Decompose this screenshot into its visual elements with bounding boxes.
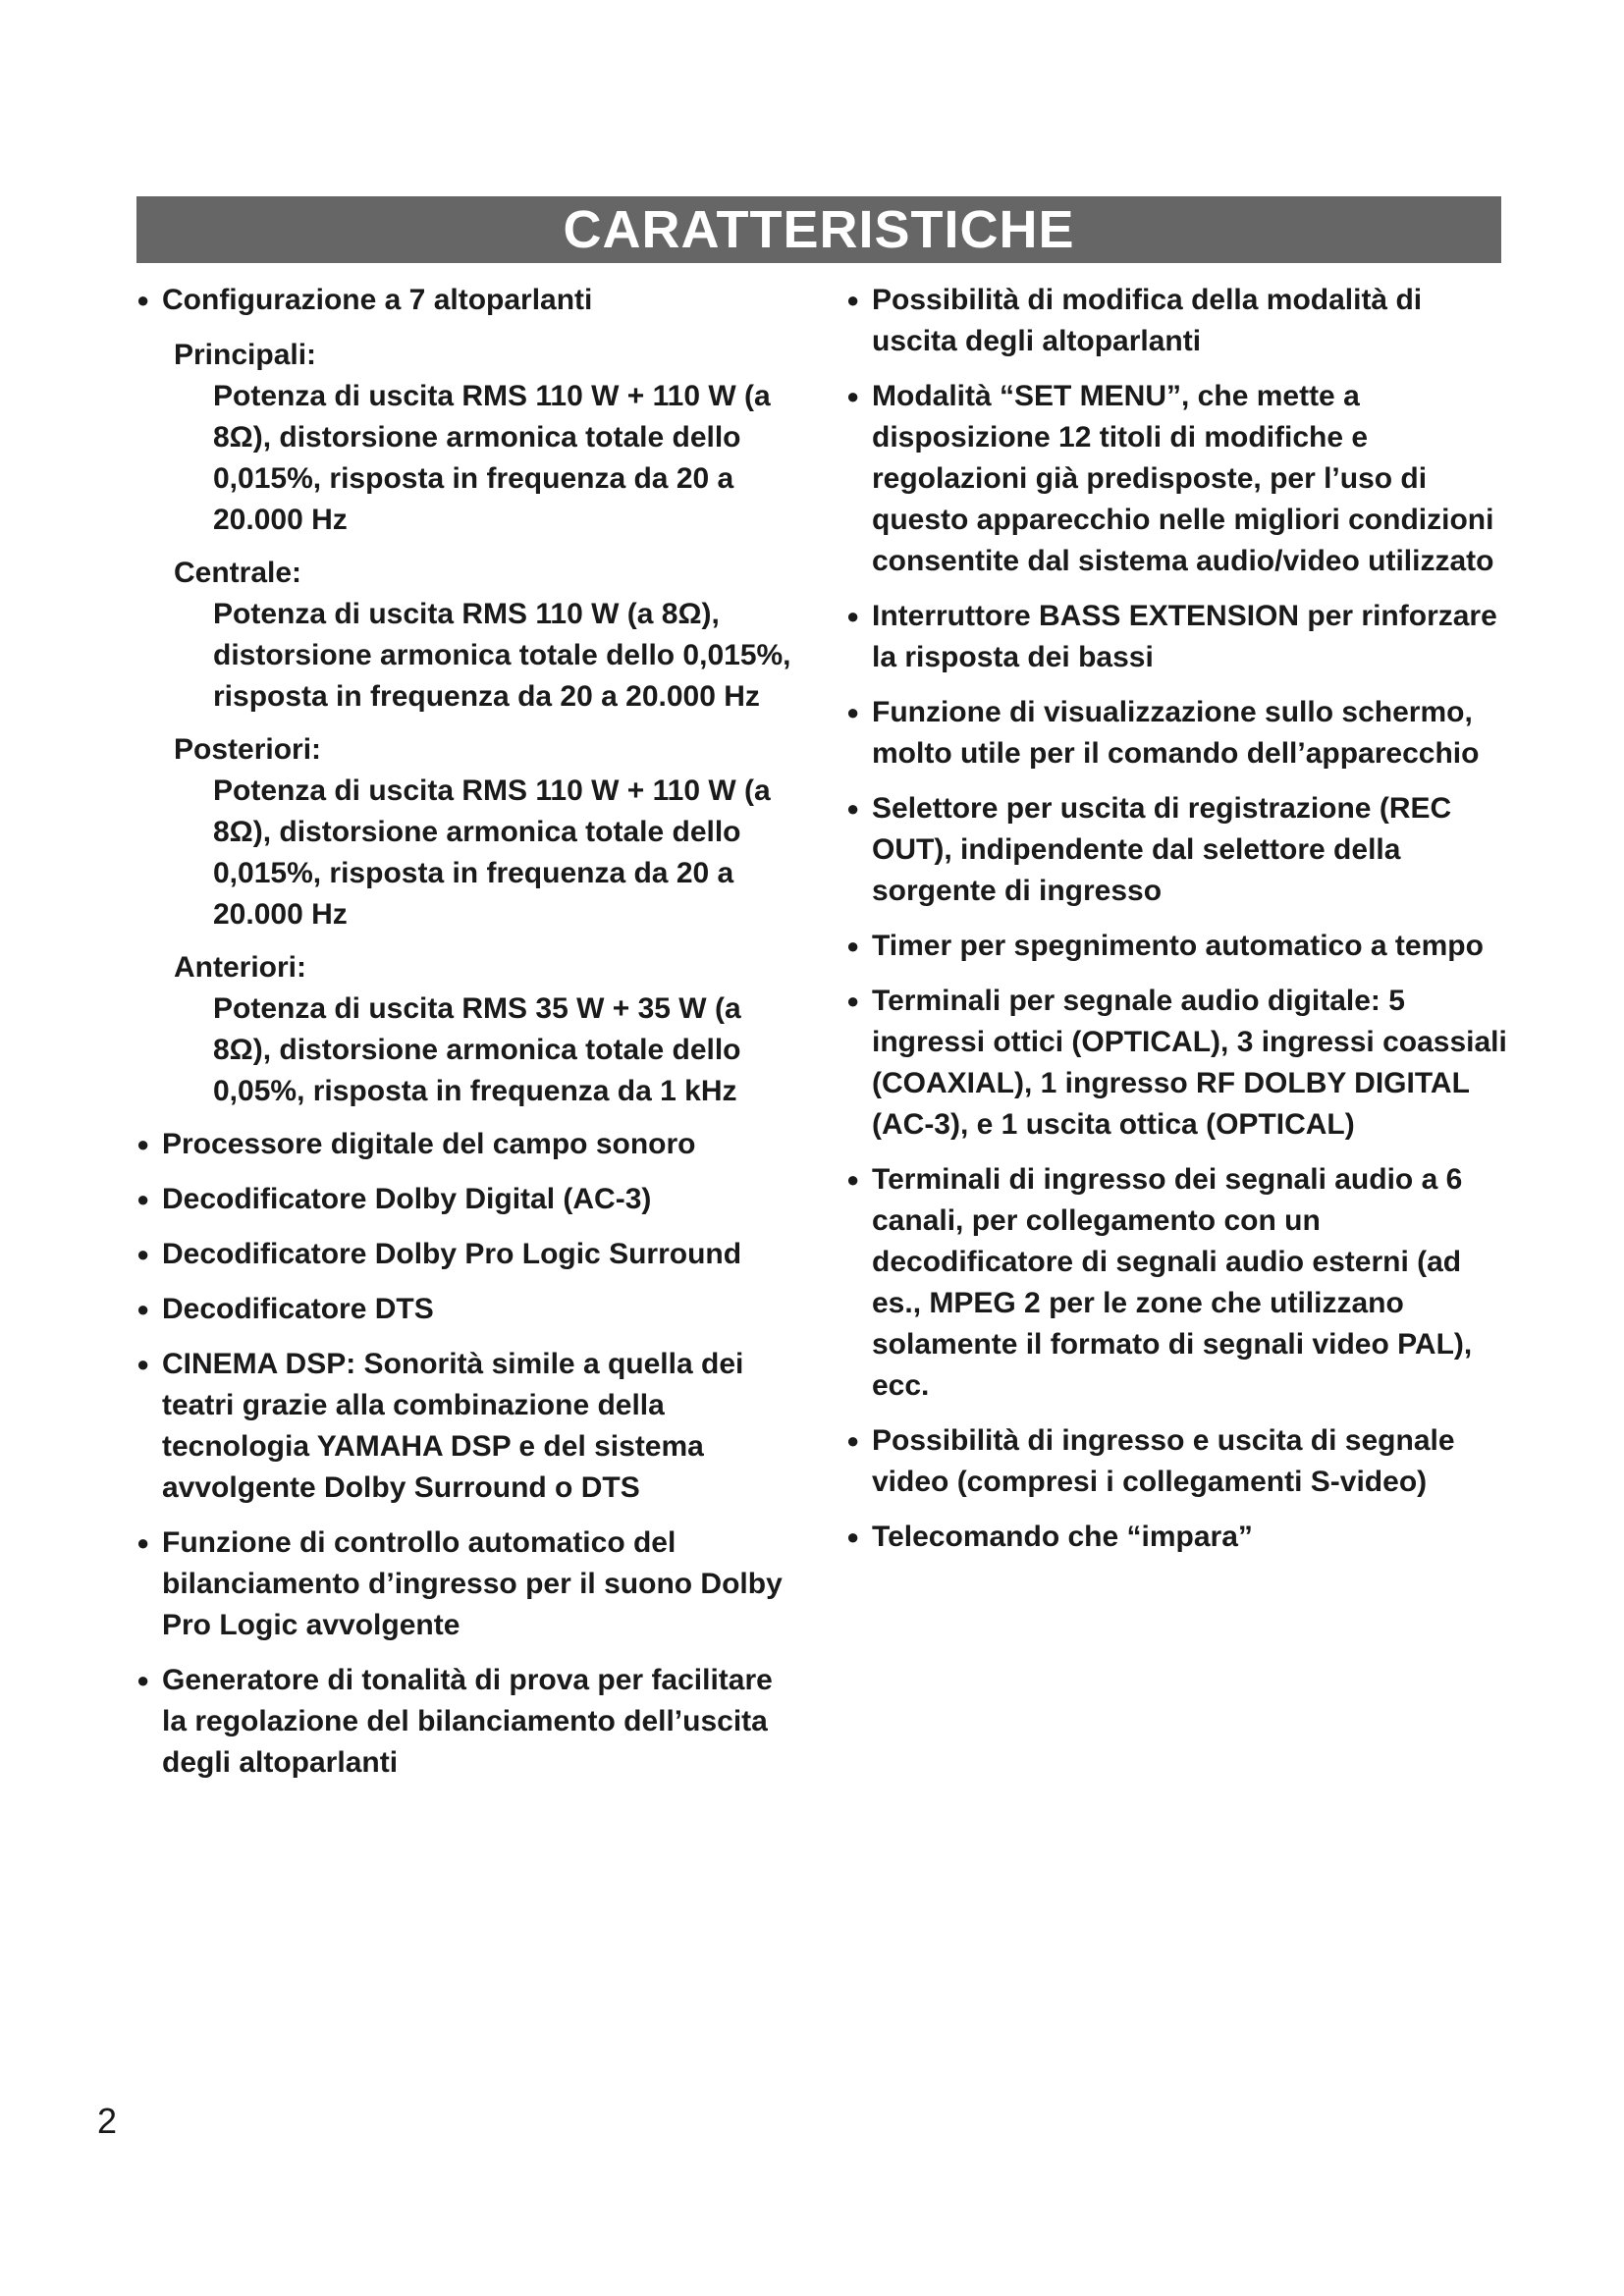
feature-text: CINEMA DSP: Sonorità simile a quella dei teatri grazie alla combinazione della tecnologia YAMAHA DSP e del sistema avvolgente Dolby Surround o DTS [162, 1348, 744, 1504]
feature-text: Processore digitale del campo sonoro [162, 1128, 696, 1160]
left-column [136, 280, 804, 1797]
feature-text: Possibilità di ingresso e uscita di segnale video (compresi i collegamenti S-video) [872, 1424, 1455, 1498]
bullet-icon: ● [136, 1242, 150, 1266]
right-column [846, 280, 1514, 1572]
feature-text: Terminali per segnale audio digitale: 5 ingressi ottici (OPTICAL), 3 ingressi coassiali (COAXIAL), 1 ingresso RF DOLBY DIGITAL (AC-3), e 1 uscita ottica (OPTICAL) [872, 985, 1507, 1141]
bullet-icon: ● [136, 1668, 150, 1692]
sub-body: Potenza di uscita RMS 110 W + 110 W (a 8Ω), distorsione armonica totale dello 0,015%, risposta in frequenza da 20 a 20.000 Hz [213, 774, 771, 931]
feature-item [846, 926, 1514, 967]
config-sub-posteriori [136, 729, 804, 935]
bullet-icon: ● [846, 988, 860, 1013]
page-number: 2 [97, 2101, 118, 2141]
config-sub-centrale [136, 553, 804, 718]
feature-text: Terminali di ingresso dei segnali audio a 6 canali, per collegamento con un decodificatore di segnali audio esterni (ad es., MPEG 2 per le zone che utilizzano solamente il formato di segnali video PAL), ecc. [872, 1163, 1473, 1402]
bullet-icon: ● [846, 384, 860, 408]
bullet-icon: ● [846, 288, 860, 312]
feature-item [846, 981, 1514, 1146]
feature-item [846, 788, 1514, 912]
feature-item [846, 596, 1514, 678]
bullet-icon: ● [136, 1297, 150, 1321]
sub-heading: Posteriori: [174, 733, 322, 766]
feature-text: Funzione di visualizzazione sullo schermo, molto utile per il comando dell’apparecchio [872, 696, 1480, 770]
feature-item [846, 692, 1514, 774]
feature-text: Generatore di tonalità di prova per facilitare la regolazione del bilanciamento dell’uscita degli altoparlanti [162, 1664, 773, 1779]
feature-text: Decodificatore DTS [162, 1293, 434, 1325]
sub-heading: Principali: [174, 339, 317, 371]
sub-heading: Centrale: [174, 557, 302, 589]
feature-item [136, 1522, 804, 1646]
feature-text: Selettore per uscita di registrazione (REC OUT), indipendente dal selettore della sorgente di ingresso [872, 792, 1452, 907]
config-sub-anteriori [136, 947, 804, 1112]
feature-item [136, 1124, 804, 1165]
bullet-icon: ● [846, 1524, 860, 1549]
bullet-icon: ● [846, 796, 860, 821]
feature-text: Configurazione a 7 altoparlanti [162, 284, 593, 316]
feature-text: Decodificatore Dolby Pro Logic Surround [162, 1238, 742, 1270]
sub-body: Potenza di uscita RMS 35 W + 35 W (a 8Ω), distorsione armonica totale dello 0,05%, risposta in frequenza da 1 kHz [213, 992, 741, 1107]
feature-item [136, 1234, 804, 1275]
feature-text: Timer per spegnimento automatico a tempo [872, 930, 1484, 962]
bullet-icon: ● [136, 288, 150, 312]
feature-item [846, 280, 1514, 362]
bullet-icon: ● [846, 1428, 860, 1453]
bullet-icon: ● [846, 604, 860, 628]
sub-body: Potenza di uscita RMS 110 W (a 8Ω), distorsione armonica totale dello 0,015%, risposta in frequenza da 20 a 20.000 Hz [213, 598, 791, 713]
bullet-icon: ● [846, 934, 860, 958]
feature-text: Funzione di controllo automatico del bilanciamento d’ingresso per il suono Dolby Pro Logic avvolgente [162, 1526, 783, 1641]
feature-text: Interruttore BASS EXTENSION per rinforzare la risposta dei bassi [872, 600, 1497, 673]
feature-item [846, 1420, 1514, 1503]
feature-item [136, 1179, 804, 1220]
feature-item [136, 1344, 804, 1509]
feature-item [846, 1517, 1514, 1558]
bullet-icon: ● [846, 700, 860, 724]
feature-text: Telecomando che “impara” [872, 1521, 1253, 1553]
config-sub-principali [136, 335, 804, 541]
feature-item [136, 1289, 804, 1330]
feature-item [846, 376, 1514, 582]
bullet-icon: ● [846, 1167, 860, 1192]
feature-text: Decodificatore Dolby Digital (AC-3) [162, 1183, 652, 1215]
section-title: CARATTERISTICHE [563, 200, 1075, 259]
feature-text: Modalità “SET MENU”, che mette a disposizione 12 titoli di modifiche e regolazioni già predisposte, per l’uso di questo apparecchio nelle migliori condizioni consentite dal sistema audio/video utilizzato [872, 380, 1494, 577]
feature-item [846, 1159, 1514, 1407]
bullet-icon: ● [136, 1132, 150, 1156]
feature-item [136, 1660, 804, 1784]
bullet-icon: ● [136, 1187, 150, 1211]
feature-text: Possibilità di modifica della modalità di uscita degli altoparlanti [872, 284, 1423, 357]
sub-body: Potenza di uscita RMS 110 W + 110 W (a 8Ω), distorsione armonica totale dello 0,015%, risposta in frequenza da 20 a 20.000 Hz [213, 380, 771, 536]
bullet-icon: ● [136, 1530, 150, 1555]
bullet-icon: ● [136, 1352, 150, 1376]
feature-item-config [136, 280, 804, 321]
section-title-banner [136, 196, 1501, 263]
sub-heading: Anteriori: [174, 951, 306, 984]
